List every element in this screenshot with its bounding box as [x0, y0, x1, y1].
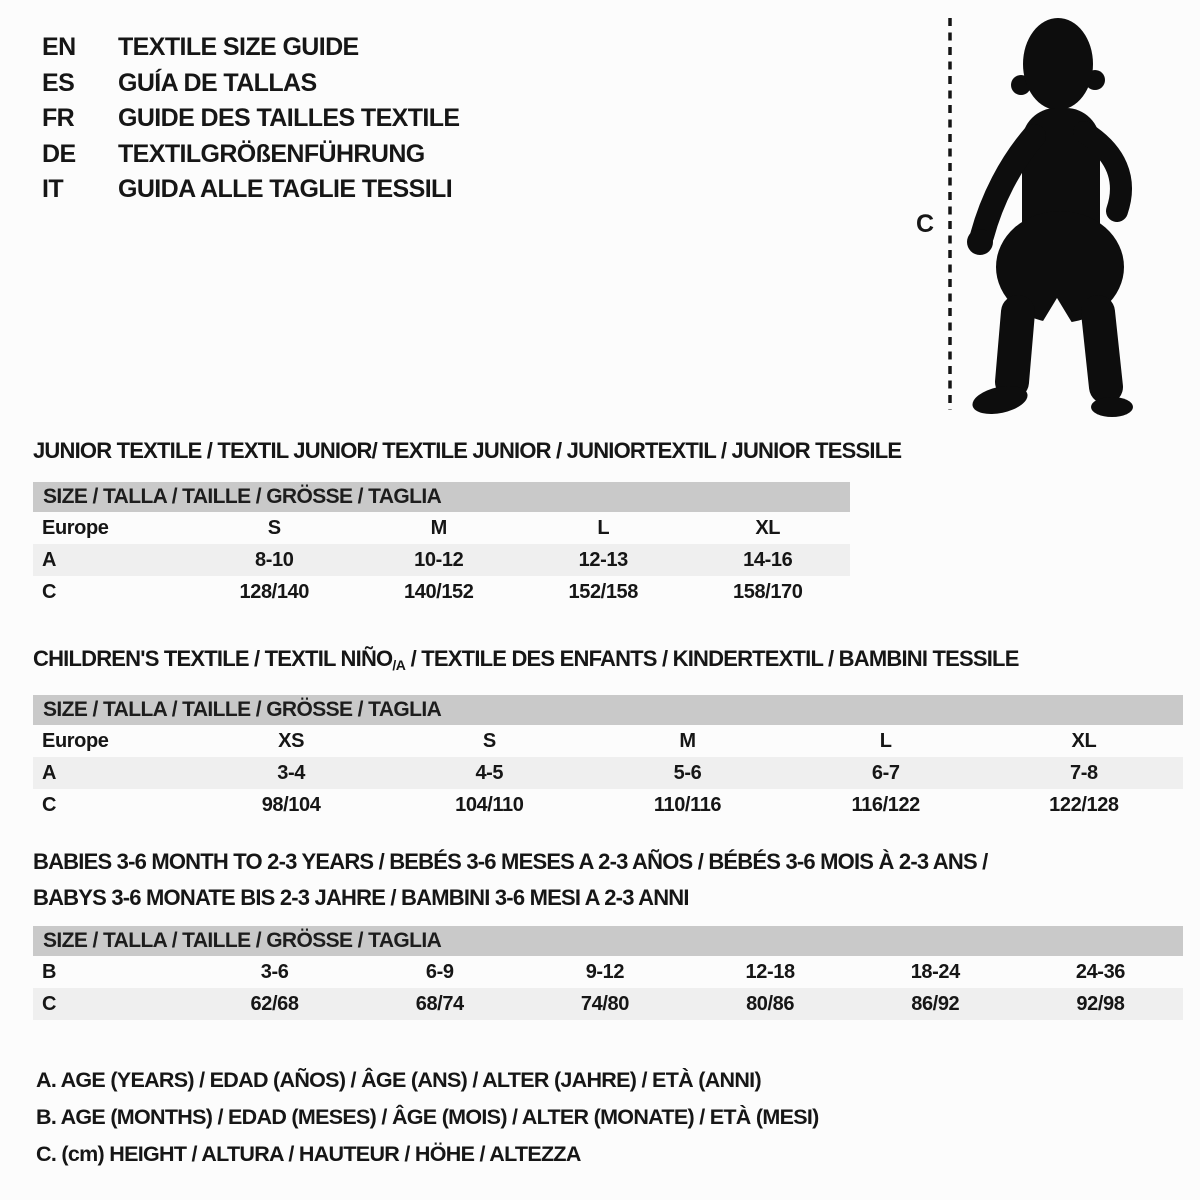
- size-cell: M: [430, 516, 447, 539]
- language-code: EN: [42, 33, 76, 62]
- height-cell: 152/158: [568, 580, 638, 603]
- toddler-body: [967, 18, 1124, 323]
- language-title: TEXTILE SIZE GUIDE: [118, 33, 359, 62]
- height-cell: 140/152: [404, 580, 474, 603]
- table-row-height: [33, 988, 1183, 1020]
- language-title: TEXTILGRÖßENFÜHRUNG: [118, 139, 425, 168]
- language-title: GUIDA ALLE TAGLIE TESSILI: [118, 175, 453, 204]
- row-label: A: [42, 761, 57, 784]
- row-label: A: [42, 548, 57, 571]
- row-label: Europe: [42, 516, 109, 539]
- size-header-bar: SIZE / TALLA / TAILLE / GRÖSSE / TAGLIA: [33, 926, 1183, 956]
- age-cell: 12-18: [745, 960, 795, 983]
- section-title: JUNIOR TEXTILE / TEXTIL JUNIOR/ TEXTILE JUNIOR / JUNIORTEXTIL / JUNIOR TESSILE: [33, 438, 902, 463]
- size-cell: S: [267, 516, 281, 539]
- height-cell: 122/128: [1049, 793, 1119, 816]
- height-cell: 158/170: [733, 580, 803, 603]
- height-cell: 98/104: [261, 793, 321, 816]
- table-row-europe: [33, 512, 850, 544]
- age-cell: 24-36: [1075, 960, 1126, 983]
- size-cell: M: [679, 729, 696, 752]
- table-row-height: [33, 576, 850, 608]
- height-cell: 86/92: [911, 992, 960, 1015]
- size-header-bar: SIZE / TALLA / TAILLE / GRÖSSE / TAGLIA: [33, 695, 1183, 725]
- section-title-line1: BABIES 3-6 MONTH TO 2-3 YEARS / BEBÉS 3-6 MESES A 2-3 AÑOS / BÉBÉS 3-6 MOIS À 2-3 ANS /: [33, 849, 988, 874]
- height-cell: 92/98: [1076, 992, 1125, 1015]
- section-junior-textile: [33, 433, 902, 608]
- row-label: Europe: [42, 729, 109, 752]
- height-cell: 62/68: [250, 992, 299, 1015]
- language-code: DE: [42, 139, 76, 168]
- language-row: [42, 137, 460, 173]
- age-cell: 8-10: [255, 548, 294, 571]
- toddler-legs: [970, 312, 1133, 418]
- age-cell: 14-16: [743, 548, 793, 571]
- table-row-age-months: [33, 956, 1183, 988]
- size-cell: XL: [755, 516, 781, 539]
- legend: [36, 1062, 819, 1173]
- language-code: IT: [42, 175, 64, 204]
- language-title: GUÍA DE TALLAS: [118, 68, 317, 97]
- language-row: [42, 30, 460, 66]
- size-cell: L: [879, 729, 892, 752]
- age-cell: 6-7: [871, 761, 900, 784]
- age-cell: 12-13: [578, 548, 628, 571]
- language-row: [42, 172, 460, 208]
- row-label: B: [42, 960, 57, 983]
- section-childrens-textile: [33, 641, 1183, 821]
- height-cell: 128/140: [239, 580, 309, 603]
- age-cell: 18-24: [910, 960, 960, 983]
- height-measure-label: C: [916, 210, 935, 238]
- legend-line-c: C. (cm) HEIGHT / ALTURA / HAUTEUR / HÖHE / ALTEZZA: [36, 1142, 581, 1166]
- language-list: [42, 30, 460, 208]
- size-cell: L: [597, 516, 610, 539]
- section-babies-textile: [33, 844, 1183, 1020]
- title-prefix: CHILDREN'S TEXTILE / TEXTIL NIÑO: [33, 646, 393, 671]
- row-label: C: [42, 992, 57, 1015]
- height-cell: 68/74: [415, 992, 464, 1015]
- height-cell: 104/110: [455, 793, 524, 816]
- language-code: ES: [42, 68, 75, 97]
- height-cell: 116/122: [851, 793, 920, 816]
- table-row-height: [33, 789, 1183, 821]
- age-cell: 5-6: [673, 761, 702, 784]
- size-cell: S: [482, 729, 496, 752]
- size-cell: XL: [1071, 729, 1097, 752]
- section-title-line2: BABYS 3-6 MONATE BIS 2-3 JAHRE / BAMBINI 3-6 MESI A 2-3 ANNI: [33, 885, 689, 910]
- table-row-europe: [33, 725, 1183, 757]
- table-row-age: [33, 544, 850, 576]
- language-code: FR: [42, 104, 75, 133]
- age-cell: 3-4: [277, 761, 305, 784]
- title-suffix: / TEXTILE DES ENFANTS / KINDERTEXTIL / BAMBINI TESSILE: [405, 646, 1019, 671]
- section-title: [33, 641, 1183, 683]
- size-header-bar: SIZE / TALLA / TAILLE / GRÖSSE / TAGLIA: [33, 482, 850, 512]
- table-row-age: [33, 757, 1183, 789]
- language-row: [42, 66, 460, 102]
- row-label: C: [42, 793, 57, 816]
- legend-line-b: B. AGE (MONTHS) / EDAD (MESES) / ÂGE (MOIS) / ALTER (MONATE) / ETÀ (MESI): [36, 1105, 819, 1129]
- language-row: [42, 101, 460, 137]
- height-cell: 80/86: [746, 992, 795, 1015]
- age-cell: 6-9: [425, 960, 454, 983]
- legend-line-a: A. AGE (YEARS) / EDAD (AÑOS) / ÂGE (ANS) / ALTER (JAHRE) / ETÀ (ANNI): [36, 1068, 761, 1092]
- age-cell: 9-12: [585, 960, 625, 983]
- height-cell: 74/80: [580, 992, 629, 1015]
- language-title: GUIDE DES TAILLES TEXTILE: [118, 104, 460, 133]
- age-cell: 10-12: [414, 548, 464, 571]
- age-cell: 4-5: [475, 761, 504, 784]
- row-label: C: [42, 580, 57, 603]
- height-cell: 110/116: [653, 793, 722, 816]
- title-subscript: /A: [392, 657, 406, 673]
- toddler-silhouette-icon: [936, 8, 1146, 418]
- size-cell: XS: [278, 729, 305, 752]
- age-cell: 7-8: [1070, 761, 1098, 784]
- age-cell: 3-6: [260, 960, 289, 983]
